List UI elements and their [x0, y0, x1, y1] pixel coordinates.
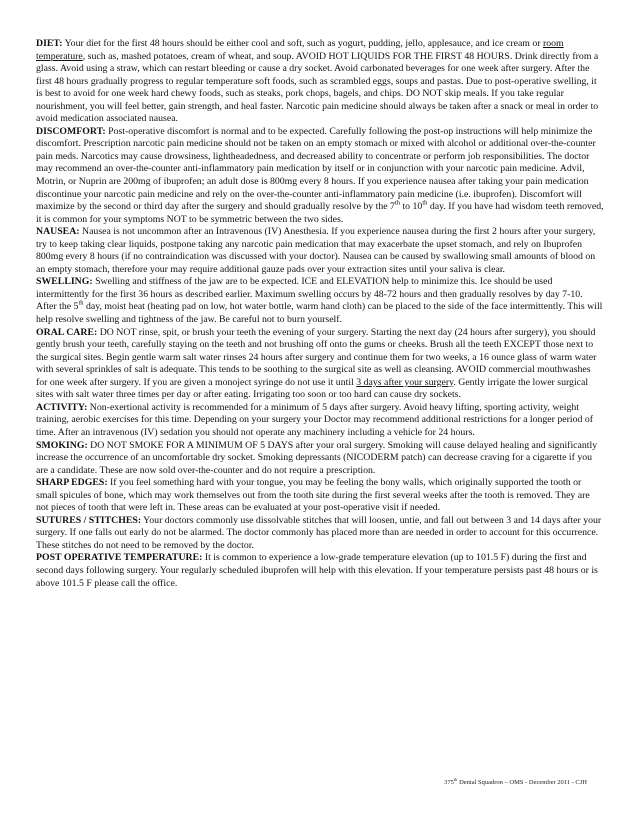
underlined-text: 3 days after your surgery — [356, 376, 454, 388]
section-discomfort — [36, 126, 604, 226]
ordinal-suffix: th — [422, 199, 428, 207]
body-text: day. If you have had wisdom teeth removed, it is common for your symptoms NOT to be symmetric between the two sides. — [36, 201, 604, 225]
body-text: Swelling and stiffness of the jaw are to be expected. ICE and ELEVATION help to minimize this. Ice should be used intermittently for the first 36 hours as described earlier. Maximum swelling occurs by 48-72 hours and then gradually resolves by day 7-10. After the 5 — [36, 276, 583, 313]
body-text: day, moist heat (heating pad on low, hot water bottle, warm hand cloth) can be placed to the side of the face intermittently. This will help resolve swelling and tightness of the jaw. Be careful not to burn yourself. — [36, 301, 603, 326]
body-text: Post-operative discomfort is normal and to be expected. Carefully following the post-op instructions will help minimize the discomfort. Prescription narcotic pain medicine should not be taken on an empty stomach or mixed with alcohol or additional over-the-counter pain meds. Narcotics may cause drowsiness, lightheadedness, and decreased ability to concentrate or perform job responsibilities. The doctor may recommend an over-the-counter anti-inflammatory pain medication by itself or in conjunction with your narcotic pain medicine. Advil, Motrin, or Nuprin are 200mg of ibuprofen; an adult dose is 800mg every 8 hours. If you experience nausea after taking your pain medication discontinue your narcotic pain medicine and rely on the over-the-counter anti-inflammatory pain medicine (i.e. ibuprofen). Discomfort will maximize by the second or third day after the surgery and should gradually resolve by the 7 — [36, 125, 596, 213]
section-heading: SWELLING: — [36, 276, 93, 288]
body-text: to 10 — [400, 201, 423, 213]
section-sharp-edges — [36, 477, 604, 515]
section-heading: SMOKING: — [36, 439, 88, 451]
body-text: DO NOT SMOKE FOR A MINIMUM OF 5 DAYS after your oral surgery. Smoking will cause delayed healing and significantly increase the occurrence of an uncomfortable dry socket. Smoking depressants (NICODERM patch) can decrease craving for a cigarette if you are a candidate. These are now sold over-the-counter and do not require a prescription. — [36, 439, 598, 476]
body-text: If you feel something hard with your tongue, you may be feeling the bony walls, which originally supported the tooth or small spicules of bone, which may work themselves out from the tooth site during the first several weeks after the tooth is removed. They are not pieces of tooth that were left in. These areas can be evaluated at your post-operative visit if needed. — [36, 477, 590, 514]
instructions-body — [36, 38, 604, 590]
page-footer — [0, 776, 587, 786]
section-heading: DISCOMFORT: — [36, 125, 106, 137]
footer-text-pre: 375 — [444, 779, 454, 786]
body-text: It is common to experience a low-grade temperature elevation (up to 101.5 F) during the first and second days following surgery. Your regularly scheduled ibuprofen will help with this elevation. If your temperature persists past 48 hours or is above 101.5 F please call the office. — [36, 552, 598, 589]
body-text: , such as, mashed potatoes, cream of wheat, and soup. AVOID HOT LIQUIDS FOR THE FIRST 48 HOURS. Drink directly from a glass. Avoid using a straw, which can restart bleeding or cause a dry socket. Avoid carbonated beverages for one week after surgery. After the first 48 hours gradually progress to regular temperature soft foods, such as scrambled eggs, soups and pastas. Due to post-operative swelling, it is best to avoid for one week hard chewy foods, such as steaks, pork chops, bagels, and chips. DO NOT skip meals. If you take regular nourishment, you will feel better, gain strength, and heal faster. Narcotic pain medicine should always be taken after a snack or meal in order to avoid medication associated nausea. — [36, 50, 599, 125]
section-heading: ACTIVITY: — [36, 401, 88, 413]
section-oral-care — [36, 327, 604, 402]
underlined-text: room temperature — [36, 38, 564, 62]
section-smoking — [36, 440, 604, 478]
section-swelling — [36, 276, 604, 326]
section-diet — [36, 38, 604, 126]
body-text: Non-exertional activity is recommended for a minimum of 5 days after surgery. Avoid heavy lifting, sporting activity, weight training, aerobic exercises for this time. Depending on your surgery your Doctor may recommend additional restrictions for a longer period of time. After an intravenous (IV) sedation you should not operate any machinery including a vehicle for 24 hours. — [36, 401, 593, 438]
ordinal-suffix: th — [78, 300, 84, 308]
section-activity — [36, 402, 604, 440]
section-heading: NAUSEA: — [36, 226, 80, 238]
footer-text-post: Dental Squadron – OMS - December 2011 - CJH — [457, 779, 587, 786]
ordinal-suffix: th — [394, 199, 400, 207]
footer-ordinal: th — [453, 776, 458, 782]
body-text: Nausea is not uncommon after an Intravenous (IV) Anesthesia. If you experience nausea during the first 2 hours after your surgery, try to keep taking clear liquids, postpone taking any narcotic pain medication that may exacerbate the upset stomach, and rely on Ibuprofen 800mg every 8 hours (if no contraindication was discussed with your doctor). Nausea can be caused by swallowing small amounts of blood on an empty stomach, therefore your may require additional gauze pads over your extraction sites until your saliva is clear. — [36, 226, 596, 275]
section-heading: SUTURES / STITCHES: — [36, 514, 142, 526]
body-text: Your doctors commonly use dissolvable stitches that will loosen, untie, and fall out between 3 and 14 days after your surgery. If one falls out early do not be alarmed. The doctor commonly has placed more than are needed in order to account for this occurrence. These stitches do not need to be removed by the doctor. — [36, 514, 602, 551]
section-post-op-temperature — [36, 552, 604, 590]
section-heading: POST OPERATIVE TEMPERATURE: — [36, 552, 203, 564]
section-heading: DIET: — [36, 38, 63, 49]
section-heading: SHARP EDGES: — [36, 477, 108, 489]
section-nausea — [36, 226, 604, 276]
body-text: DO NOT rinse, spit, or brush your teeth the evening of your surgery. Starting the next day (24 hours after surgery), you should gently brush your teeth, carefully staying on the teeth and not brushing off onto the gums or cheeks. Brush all the teeth EXCEPT those next to the surgical sites. Begin gentle warm salt water rinses 24 hours after surgery and continue them for two weeks, a 16 ounce glass of warm water with several sprinkles of salt is adequate. This tends to be soothing to the surgical site as well as cleansing. AVOID commercial mouthwashes for one week after surgery. If you are given a monoject syringe do not use it until — [36, 326, 597, 388]
body-text: Your diet for the first 48 hours should be either cool and soft, such as yogurt, pudding, jello, applesauce, and ice cream or — [62, 38, 543, 49]
section-sutures — [36, 515, 604, 553]
section-heading: ORAL CARE: — [36, 326, 98, 338]
body-text: . Gently irrigate the lower surgical sites with salt water three times per day or after eating. Irrigating too soon or too hard can cause dry sockets. — [36, 376, 589, 401]
